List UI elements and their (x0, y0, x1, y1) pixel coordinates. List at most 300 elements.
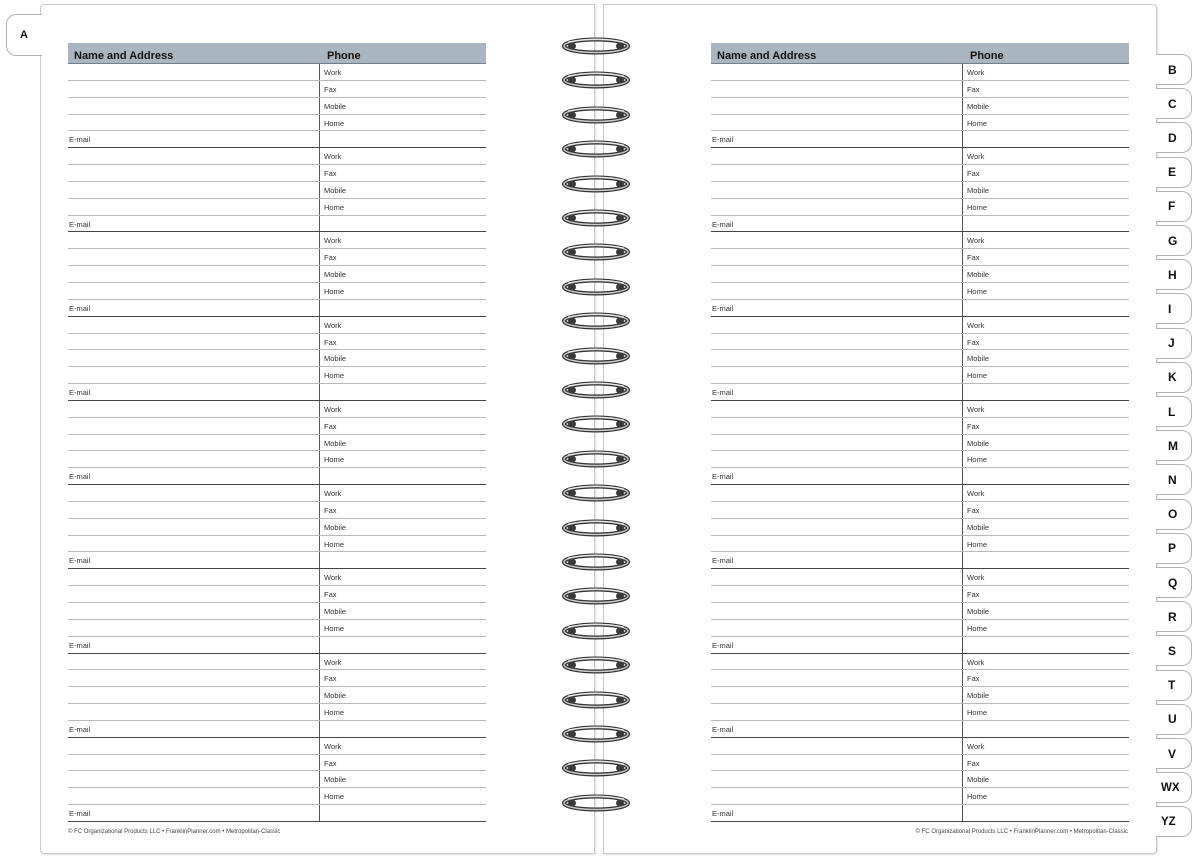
email-label: E-mail (711, 216, 963, 232)
email-row (68, 468, 486, 485)
name-address-line[interactable] (68, 64, 320, 80)
phone-label: Fax (324, 421, 337, 431)
email-label: E-mail (711, 552, 963, 568)
email-blank[interactable] (963, 300, 1129, 316)
binding-ring (560, 175, 632, 193)
phone-label: Work (324, 404, 342, 414)
address-entry (711, 64, 1129, 148)
email-row (68, 131, 486, 148)
tab-v[interactable]: V (1156, 738, 1192, 769)
name-address-line[interactable] (68, 569, 320, 585)
table-header (711, 43, 1129, 64)
phone-row (711, 98, 1129, 115)
email-row (68, 216, 486, 233)
email-row (68, 552, 486, 569)
email-row (711, 805, 1129, 822)
email-blank[interactable] (320, 805, 486, 821)
name-address-line[interactable] (711, 670, 963, 686)
phone-row (711, 755, 1129, 772)
email-blank[interactable] (963, 131, 1129, 147)
binding-ring (560, 622, 632, 640)
name-address-line[interactable] (711, 317, 963, 333)
email-label: E-mail (68, 637, 320, 653)
phone-row (68, 771, 486, 788)
email-blank[interactable] (320, 216, 486, 232)
email-blank[interactable] (963, 384, 1129, 400)
phone-label: Mobile (324, 270, 347, 280)
email-blank[interactable] (963, 552, 1129, 568)
address-entry (68, 64, 486, 148)
phone-label: Home (967, 371, 988, 381)
email-row (68, 805, 486, 822)
name-address-line[interactable] (68, 603, 320, 619)
phone-label: Work (967, 657, 985, 667)
phone-label: Work (324, 236, 342, 246)
email-row (711, 721, 1129, 738)
email-label: E-mail (711, 384, 963, 400)
address-entry (68, 654, 486, 738)
phone-row (68, 98, 486, 115)
phone-row (711, 485, 1129, 502)
name-address-line[interactable] (711, 569, 963, 585)
phone-label: Fax (967, 590, 980, 600)
phone-label: Fax (967, 253, 980, 263)
phone-row (68, 586, 486, 603)
phone-label: Fax (967, 758, 980, 768)
phone-row (68, 283, 486, 300)
phone-label: Work (967, 573, 985, 583)
name-address-line[interactable] (711, 165, 963, 181)
address-entry (68, 401, 486, 485)
name-address-line[interactable] (711, 283, 963, 299)
phone-label: Fax (967, 337, 980, 347)
phone-label: Work (324, 152, 342, 162)
entries-right (711, 64, 1129, 822)
phone-label: Fax (967, 505, 980, 515)
binding-ring (560, 656, 632, 674)
phone-label: Fax (967, 84, 980, 94)
phone-label: Work (967, 404, 985, 414)
phone-row (711, 687, 1129, 704)
name-address-line[interactable] (711, 418, 963, 434)
address-entry (68, 317, 486, 401)
email-row (711, 468, 1129, 485)
phone-label: Home (967, 455, 988, 465)
name-address-line[interactable] (68, 536, 320, 552)
binding-ring (560, 794, 632, 812)
name-address-line[interactable] (68, 148, 320, 164)
phone-label: Fax (324, 758, 337, 768)
name-address-line[interactable] (68, 81, 320, 97)
phone-label: Mobile (324, 775, 347, 785)
name-address-line[interactable] (711, 64, 963, 80)
address-entry (68, 738, 486, 822)
email-row (711, 300, 1129, 317)
address-entry (711, 485, 1129, 569)
name-address-line[interactable] (68, 165, 320, 181)
phone-label: Fax (324, 169, 337, 179)
name-address-line[interactable] (68, 687, 320, 703)
phone-row (68, 148, 486, 165)
email-blank[interactable] (320, 131, 486, 147)
name-address-line[interactable] (68, 654, 320, 670)
phone-row (711, 148, 1129, 165)
name-address-line[interactable] (68, 418, 320, 434)
email-label: E-mail (68, 384, 320, 400)
phone-row (711, 115, 1129, 132)
entries-left (68, 64, 486, 822)
phone-label: Mobile (967, 691, 990, 701)
right-page (603, 4, 1157, 854)
phone-row (68, 266, 486, 283)
email-blank[interactable] (320, 552, 486, 568)
name-address-line[interactable] (68, 755, 320, 771)
phone-label: Fax (324, 253, 337, 263)
name-address-line[interactable] (711, 182, 963, 198)
tab-a[interactable]: A (6, 14, 42, 56)
email-label: E-mail (711, 637, 963, 653)
tab-e[interactable]: E (1156, 157, 1192, 188)
tab-p[interactable]: P (1156, 533, 1192, 564)
email-label: E-mail (68, 468, 320, 484)
name-address-line[interactable] (711, 266, 963, 282)
phone-label: Work (967, 320, 985, 330)
phone-row (68, 401, 486, 418)
phone-label: Work (967, 489, 985, 499)
phone-label: Mobile (967, 270, 990, 280)
phone-row (68, 81, 486, 98)
email-blank[interactable] (963, 216, 1129, 232)
phone-row (68, 199, 486, 216)
phone-header: Phone (970, 50, 1004, 62)
tab-b[interactable]: B (1156, 54, 1192, 85)
binding-ring (560, 415, 632, 433)
name-address-line[interactable] (68, 670, 320, 686)
phone-row (711, 502, 1129, 519)
phone-label: Mobile (324, 101, 347, 111)
name-address-line[interactable] (711, 199, 963, 215)
tab-j[interactable]: J (1156, 328, 1192, 359)
phone-row (68, 418, 486, 435)
tab-g[interactable]: G (1156, 225, 1192, 256)
tab-m[interactable]: M (1156, 430, 1192, 461)
name-address-line[interactable] (711, 502, 963, 518)
name-address-line[interactable] (711, 519, 963, 535)
email-row (711, 131, 1129, 148)
phone-row (68, 519, 486, 536)
phone-label: Home (967, 708, 988, 718)
email-row (68, 384, 486, 401)
email-row (68, 721, 486, 738)
name-address-line[interactable] (68, 435, 320, 451)
tab-yz[interactable]: YZ (1156, 806, 1192, 837)
name-address-line[interactable] (68, 367, 320, 383)
name-address-line[interactable] (711, 334, 963, 350)
name-address-line[interactable] (711, 738, 963, 754)
email-blank[interactable] (963, 468, 1129, 484)
phone-label: Work (324, 68, 342, 77)
name-address-line[interactable] (68, 98, 320, 114)
email-label: E-mail (68, 300, 320, 316)
name-address-line[interactable] (711, 249, 963, 265)
address-entry (711, 569, 1129, 653)
address-entry (68, 485, 486, 569)
footer-left: © FC Organizational Products LLC • FranklinPlanner.com • Metropolitan-Classic (68, 829, 281, 835)
name-address-line[interactable] (711, 401, 963, 417)
phone-row (68, 704, 486, 721)
address-entry (711, 232, 1129, 316)
phone-label: Home (324, 708, 345, 718)
name-address-line[interactable] (711, 451, 963, 467)
phone-row (68, 603, 486, 620)
phone-label: Home (324, 539, 345, 549)
footer-right: © FC Organizational Products LLC • FranklinPlanner.com • Metropolitan-Classic (915, 829, 1128, 835)
tab-d[interactable]: D (1156, 122, 1192, 153)
phone-row (711, 569, 1129, 586)
email-row (68, 300, 486, 317)
email-blank[interactable] (963, 637, 1129, 653)
phone-row (711, 367, 1129, 384)
address-table-right (711, 43, 1129, 822)
phone-row (68, 536, 486, 553)
name-address-line[interactable] (711, 232, 963, 248)
name-address-line[interactable] (68, 115, 320, 131)
phone-row (68, 654, 486, 671)
name-address-line[interactable] (68, 199, 320, 215)
binding-ring (560, 759, 632, 777)
name-address-line[interactable] (711, 603, 963, 619)
name-address-line[interactable] (68, 266, 320, 282)
email-blank[interactable] (320, 384, 486, 400)
phone-row (68, 670, 486, 687)
name-address-line[interactable] (711, 435, 963, 451)
phone-row (711, 788, 1129, 805)
phone-label: Mobile (324, 438, 347, 448)
email-blank[interactable] (320, 637, 486, 653)
phone-label: Mobile (324, 522, 347, 532)
phone-row (68, 334, 486, 351)
phone-row (711, 334, 1129, 351)
name-address-line[interactable] (711, 687, 963, 703)
tab-s[interactable]: S (1156, 635, 1192, 666)
phone-label: Work (324, 489, 342, 499)
phone-row (68, 620, 486, 637)
address-table-left (68, 43, 486, 822)
phone-row (711, 654, 1129, 671)
phone-row (711, 165, 1129, 182)
binding-ring (560, 587, 632, 605)
phone-row (68, 738, 486, 755)
address-entry (711, 148, 1129, 232)
tab-i[interactable]: I (1156, 293, 1192, 324)
phone-row (711, 603, 1129, 620)
phone-label: Mobile (967, 354, 990, 364)
name-address-line[interactable] (68, 350, 320, 366)
name-address-header: Name and Address (717, 50, 817, 62)
tab-l[interactable]: L (1156, 396, 1192, 427)
name-address-header: Name and Address (74, 50, 174, 62)
email-blank[interactable] (320, 468, 486, 484)
email-label: E-mail (711, 721, 963, 737)
phone-header: Phone (327, 50, 361, 62)
phone-label: Mobile (967, 185, 990, 195)
phone-row (711, 350, 1129, 367)
email-label: E-mail (68, 721, 320, 737)
phone-row (711, 670, 1129, 687)
phone-label: Work (324, 573, 342, 583)
phone-row (68, 687, 486, 704)
name-address-line[interactable] (711, 755, 963, 771)
phone-label: Home (967, 539, 988, 549)
tab-u[interactable]: U (1156, 704, 1192, 735)
phone-label: Home (967, 623, 988, 633)
tab-t[interactable]: T (1156, 670, 1192, 701)
phone-row (68, 182, 486, 199)
name-address-line[interactable] (711, 704, 963, 720)
email-label: E-mail (68, 805, 320, 821)
name-address-line[interactable] (68, 502, 320, 518)
email-blank[interactable] (963, 805, 1129, 821)
phone-label: Work (967, 236, 985, 246)
phone-label: Home (967, 792, 988, 802)
email-label: E-mail (68, 131, 320, 147)
phone-label: Home (967, 118, 988, 128)
phone-row (711, 586, 1129, 603)
phone-label: Home (324, 623, 345, 633)
tab-wx[interactable]: WX (1156, 772, 1192, 803)
phone-label: Fax (324, 674, 337, 684)
name-address-line[interactable] (68, 334, 320, 350)
binding-ring (560, 243, 632, 261)
name-address-line[interactable] (68, 232, 320, 248)
tab-h[interactable]: H (1156, 259, 1192, 290)
binding-ring (560, 450, 632, 468)
name-address-line[interactable] (68, 620, 320, 636)
name-address-line[interactable] (711, 81, 963, 97)
phone-label: Work (324, 657, 342, 667)
tab-n[interactable]: N (1156, 464, 1192, 495)
name-address-line[interactable] (711, 485, 963, 501)
phone-row (711, 81, 1129, 98)
email-row (68, 637, 486, 654)
phone-label: Home (324, 118, 345, 128)
phone-row (711, 738, 1129, 755)
address-entry (711, 738, 1129, 822)
phone-row (68, 502, 486, 519)
phone-row (711, 266, 1129, 283)
name-address-line[interactable] (68, 771, 320, 787)
phone-row (68, 367, 486, 384)
phone-row (711, 536, 1129, 553)
email-blank[interactable] (320, 300, 486, 316)
phone-row (68, 64, 486, 81)
binding-ring (560, 312, 632, 330)
phone-row (68, 115, 486, 132)
phone-row (68, 435, 486, 452)
binding-ring (560, 484, 632, 502)
name-address-line[interactable] (711, 115, 963, 131)
tab-r[interactable]: R (1156, 601, 1192, 632)
phone-row (711, 401, 1129, 418)
binding-ring (560, 278, 632, 296)
email-label: E-mail (711, 468, 963, 484)
phone-label: Fax (324, 590, 337, 600)
phone-row (711, 435, 1129, 452)
email-row (711, 384, 1129, 401)
name-address-line[interactable] (68, 451, 320, 467)
name-address-line[interactable] (68, 704, 320, 720)
name-address-line[interactable] (711, 620, 963, 636)
name-address-line[interactable] (68, 401, 320, 417)
phone-row (68, 350, 486, 367)
name-address-line[interactable] (711, 148, 963, 164)
email-label: E-mail (68, 552, 320, 568)
name-address-line[interactable] (711, 350, 963, 366)
phone-label: Fax (967, 674, 980, 684)
phone-row (711, 283, 1129, 300)
tab-c[interactable]: C (1156, 88, 1192, 119)
name-address-line[interactable] (711, 771, 963, 787)
name-address-line[interactable] (68, 249, 320, 265)
name-address-line[interactable] (68, 317, 320, 333)
name-address-line[interactable] (68, 485, 320, 501)
phone-row (68, 485, 486, 502)
address-entry (711, 401, 1129, 485)
phone-label: Mobile (324, 354, 347, 364)
phone-label: Home (324, 202, 345, 212)
phone-row (711, 771, 1129, 788)
phone-row (711, 249, 1129, 266)
name-address-line[interactable] (68, 182, 320, 198)
phone-label: Fax (967, 421, 980, 431)
phone-row (68, 317, 486, 334)
email-blank[interactable] (963, 721, 1129, 737)
phone-label: Fax (967, 169, 980, 179)
name-address-line[interactable] (711, 654, 963, 670)
phone-row (68, 569, 486, 586)
tab-o[interactable]: O (1156, 499, 1192, 530)
phone-row (68, 232, 486, 249)
tab-f[interactable]: F (1156, 191, 1192, 222)
phone-row (68, 249, 486, 266)
email-row (711, 552, 1129, 569)
phone-label: Mobile (324, 607, 347, 616)
name-address-line[interactable] (711, 788, 963, 804)
name-address-line[interactable] (68, 788, 320, 804)
email-blank[interactable] (320, 721, 486, 737)
name-address-line[interactable] (711, 367, 963, 383)
tab-q[interactable]: Q (1156, 567, 1192, 598)
phone-row (711, 232, 1129, 249)
name-address-line[interactable] (68, 519, 320, 535)
name-address-line[interactable] (711, 536, 963, 552)
email-label: E-mail (711, 131, 963, 147)
phone-label: Home (324, 455, 345, 465)
phone-label: Fax (324, 505, 337, 515)
phone-row (711, 620, 1129, 637)
name-address-line[interactable] (68, 738, 320, 754)
name-address-line[interactable] (711, 586, 963, 602)
phone-label: Fax (324, 84, 337, 94)
phone-label: Mobile (967, 101, 990, 111)
address-entry (711, 317, 1129, 401)
name-address-line[interactable] (711, 98, 963, 114)
name-address-line[interactable] (68, 586, 320, 602)
name-address-line[interactable] (68, 283, 320, 299)
phone-label: Work (967, 152, 985, 162)
tab-k[interactable]: K (1156, 362, 1192, 393)
phone-label: Mobile (967, 438, 990, 448)
